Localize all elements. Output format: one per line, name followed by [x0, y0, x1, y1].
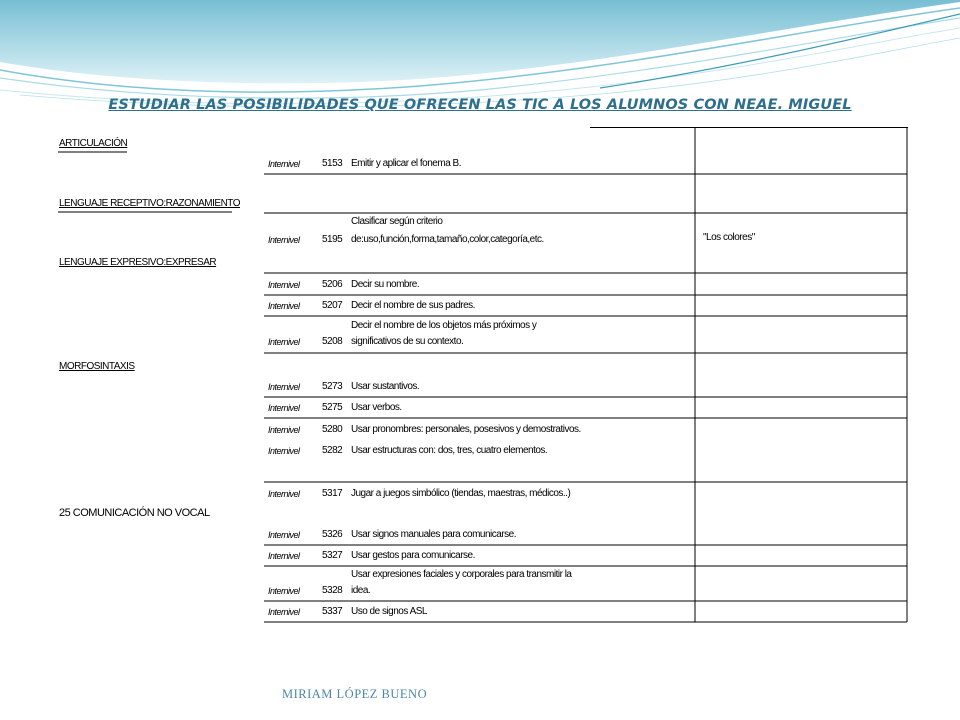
row-description: Clasificar según criterio — [351, 216, 443, 227]
row-code: 5282 — [322, 445, 343, 456]
row-level: Internivel — [268, 382, 300, 392]
row-level: Internivel — [268, 280, 300, 290]
row-code: 5317 — [322, 488, 343, 499]
row-description: Usar verbos. — [351, 402, 402, 413]
row-level: Internivel — [268, 446, 300, 456]
row-description: Usar pronombres: personales, posesivos y demostrativos. — [351, 424, 581, 435]
row-code: 5327 — [322, 550, 343, 561]
row-description: idea. — [351, 585, 371, 596]
row-level: Internivel — [268, 301, 300, 311]
row-note: "Los colores" — [703, 232, 755, 243]
row-level: Internivel — [268, 586, 300, 596]
row-description: Decir el nombre de sus padres. — [351, 300, 475, 311]
section-articulacion: ARTICULACIÓN — [59, 138, 128, 149]
row-description: Emitir y aplicar el fonema B. — [351, 158, 461, 169]
row-code: 5337 — [322, 606, 343, 617]
row-description: Usar sustantivos. — [351, 381, 420, 392]
page-title: ESTUDIAR LAS POSIBILIDADES QUE OFRECEN LAS TIC A LOS ALUMNOS CON NEAE. MIGUEL — [108, 97, 852, 113]
section-morfosintaxis: MORFOSINTAXIS — [59, 361, 135, 372]
row-level: Internivel — [268, 403, 300, 413]
row-description: Usar estructuras con: dos, tres, cuatro elementos. — [351, 445, 548, 456]
row-code: 5273 — [322, 381, 343, 392]
row-description: Usar signos manuales para comunicarse. — [351, 529, 516, 540]
row-description: Jugar a juegos simbólico (tiendas, maestras, médicos..) — [351, 488, 571, 499]
row-level: Internivel — [268, 425, 300, 435]
title-rule — [590, 127, 908, 128]
row-level: Internivel — [268, 551, 300, 561]
row-description: Usar gestos para comunicarse. — [351, 550, 475, 561]
row-level: Internivel — [268, 530, 300, 540]
section-lenguaje-receptivo: LENGUAJE RECEPTIVO:RAZONAMIENTO — [59, 198, 241, 209]
row-description: Uso de signos ASL — [351, 606, 427, 617]
row-description: de:uso,función,forma,tamaño,color,categoría,etc. — [351, 234, 544, 245]
row-code: 5208 — [322, 336, 343, 347]
footer-author: MIRIAM LÓPEZ BUENO — [282, 687, 428, 701]
row-code: 5326 — [322, 529, 343, 540]
row-code: 5153 — [322, 158, 343, 169]
row-code: 5280 — [322, 424, 343, 435]
row-description: significativos de su contexto. — [351, 336, 464, 347]
row-code: 5207 — [322, 300, 343, 311]
row-level: Internivel — [268, 159, 300, 169]
row-level: Internivel — [268, 337, 300, 347]
row-level: Internivel — [268, 607, 300, 617]
section-comunicacion-no-vocal: 25 COMUNICACIÓN NO VOCAL — [59, 507, 210, 519]
row-description: Usar expresiones faciales y corporales para transmitir la — [351, 569, 572, 580]
row-description: Decir el nombre de los objetos más próximos y — [351, 320, 537, 331]
row-description: Decir su nombre. — [351, 279, 420, 290]
row-code: 5275 — [322, 402, 343, 413]
section-lenguaje-expresivo: LENGUAJE EXPRESIVO:EXPRESAR — [59, 257, 217, 268]
row-code: 5206 — [322, 279, 343, 290]
row-code: 5328 — [322, 585, 343, 596]
row-level: Internivel — [268, 235, 300, 245]
row-code: 5195 — [322, 234, 343, 245]
row-level: Internivel — [268, 489, 300, 499]
